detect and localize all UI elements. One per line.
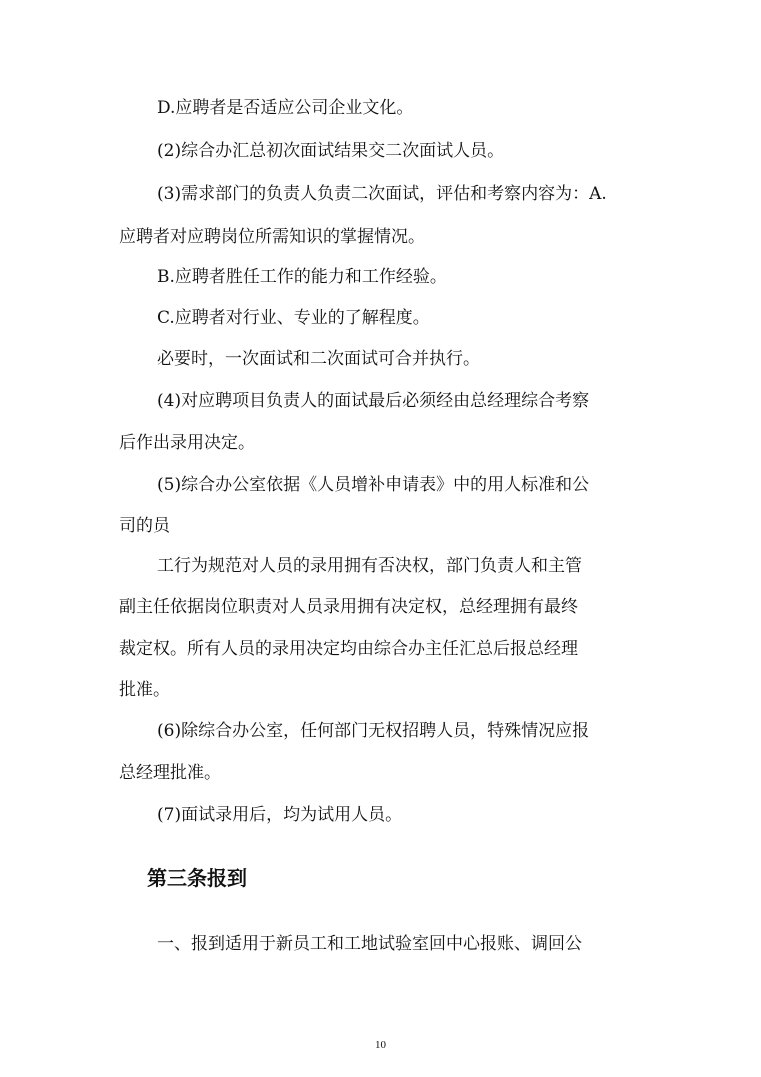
paragraph-line: 司的员	[119, 516, 170, 536]
paragraph-line: B.应聘者胜任工作的能力和工作经验。	[157, 267, 447, 287]
section-heading: 第三条报到	[147, 866, 247, 890]
paragraph-line: 总经理批准。	[119, 763, 221, 783]
paragraph-line: 应聘者对应聘岗位所需知识的掌握情况。	[119, 227, 425, 247]
paragraph-line: (3)需求部门的负责人负责二次面试，评估和考察内容为：A.	[157, 184, 607, 204]
paragraph-line: (2)综合办汇总初次面试结果交二次面试人员。	[157, 141, 505, 161]
paragraph-line: (5)综合办公室依据《人员增补申请表》中的用人标准和公	[157, 475, 590, 495]
paragraph-line: 工行为规范对人员的录用拥有否决权，部门负责人和主管	[157, 556, 582, 576]
paragraph-line: 批准。	[119, 680, 170, 700]
paragraph-line: (4)对应聘项目负责人的面试最后必须经由总经理综合考察	[157, 391, 590, 411]
paragraph-line: 副主任依据岗位职责对人员录用拥有决定权，总经理拥有最终	[119, 597, 578, 617]
paragraph-line: D.应聘者是否适应公司企业文化。	[157, 98, 414, 118]
paragraph-line: 后作出录用决定。	[119, 433, 255, 453]
page-number: 10	[375, 1039, 386, 1051]
paragraph-line: 必要时，一次面试和二次面试可合并执行。	[157, 349, 480, 369]
paragraph-line: 一、报到适用于新员工和工地试验室回中心报账、调回公	[157, 934, 582, 954]
paragraph-line: C.应聘者对行业、专业的了解程度。	[157, 308, 430, 328]
paragraph-line: 裁定权。所有人员的录用决定均由综合办主任汇总后报总经理	[119, 639, 578, 659]
paragraph-line: (7)面试录用后，均为试用人员。	[157, 805, 403, 825]
paragraph-line: (6)除综合办公室，任何部门无权招聘人员，特殊情况应报	[157, 721, 590, 741]
